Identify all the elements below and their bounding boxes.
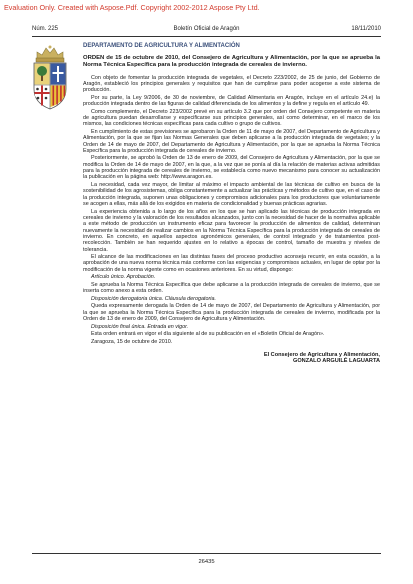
issue-date: 18/11/2010 [351,26,381,32]
bulletin-name: Boletín Oficial de Aragón [173,26,240,32]
evaluation-watermark: Evaluation Only. Created with Aspose.Pdf. Copyright 2002-2012 Aspose Pty Ltd. [4,3,260,12]
article-text: Se aprueba la Norma Técnica Específica que debe aplicarse a la producción integrada de cereales de invierno, que se inserta como anexo a esta orden. [83,281,380,295]
paragraph: Con objeto de fomentar la producción integrada de vegetales, el Decreto 223/2002, de 25 de junio, del Gobierno de Aragón, estableció los principios generales y requisitos que han de cumplirse para poder acogerse a este sistema de producción. [83,74,380,94]
tree-quarter-icon [35,64,50,85]
paragraph: Por su parte, la Ley 9/2006, de 30 de noviembre, de Calidad Alimentaria en Aragón, incluye en el artículo 24.e) la producción integrada dentro de las figuras de calidad diferenciada de los alimentos y la define y regula en el artículo 49. [83,94,380,108]
signature-block [83,352,380,365]
four-moors-quarter-icon [35,86,50,108]
order-content [83,43,380,365]
derogatory-text: Queda expresamente derogada la Orden de 14 de mayo de 2007, del Departamento de Agricultura y Alimentación, por la que se aprueba la Norma Técnica Específica para la producción integrada de cereales de invierno, modificada por la Orden de 13 de enero de 2009, del Consejero de Agricultura y Alimentación. [83,303,380,322]
article-heading: Artículo único. Aprobación. [91,274,156,281]
cross-quarter-icon [51,64,66,85]
signatory-name: GONZALO ARGUILÉ LAGUARTA [292,358,380,365]
final-provision-text: Esta orden entrará en vigor el día siguiente al de su publicación en el «Boletín Oficial de Aragón». [91,331,325,338]
paragraph: La experiencia obtenida a lo largo de los años en los que se han aplicado las técnicas de producción integrada en cereales de invierno y la valoración de los resultados alcanzados, junto con la necesidad de hacer de la normativa aplicable a este método de producción un instrumento eficaz para favorecer la producción de alimentos de calidad, determinan nuevamente la necesidad de realizar cambios en la Norma Técnica Específica para la producción integrada de cereales de invierno. En concreto, en aquellos aspectos agronómicos generales, de control integrado y de tratamientos post-recolección. También se han requerido ajustes en lo relativo a épocas de control, tamaño de muestra y niveles de tolerancia. [83,208,380,253]
page-number: 26435 [198,559,215,565]
issue-number: Núm. 225 [32,26,59,32]
signatory-role: El Consejero de Agricultura y Alimentación, [263,351,380,358]
paragraph: La necesidad, cada vez mayor, de limitar al máximo el impacto ambiental de las técnicas de cultivo en busca de la sostenibilidad de los agrosistemas, obliga constantemente a actualizar las prácticas y métodos de cultivo que, en el caso de la producción integrada, suponen unas obligaciones y compromisos adicionales para los productores que voluntariamente se acogen a ellas, más allá de los exigidos en materia de condicionalidad y buenas prácticas agrarias. [83,181,380,207]
aragon-coat-of-arms-icon [29,43,71,113]
department-heading: DEPARTAMENTO DE AGRICULTURA Y ALIMENTACIÓN [83,43,240,49]
derogatory-heading: Disposición derogatoria única. Cláusula derogatoria. [91,295,216,302]
place-and-date: Zaragoza, 15 de octubre de 2010. [91,338,173,345]
header-divider [32,36,381,37]
paragraph: Posteriormente, se aprobó la Orden de 13 de enero de 2009, del Consejero de Agricultura y Alimentación, por la que se modifica la Orden de 14 de mayo de 2007, en la que, a la vez que se ponía al día la relación de materias activas admitidas para la producción integrada de cereales de invierno, se establecía como nuevo mecanismo para conocer su actualización la publicación en la página web: http://www.aragon.es. [83,155,380,181]
bulletin-header [32,26,381,32]
final-provision-heading: Disposición final única. Entrada en vigor. [91,323,189,330]
paragraph: En cumplimiento de estas previsiones se aprobaron la Orden de 11 de mayo de 2007, del Departamento de Agricultura y Alimentación, por la que se fijan las Normas Generales que deben aplicarse a la producción integrada de vegetales; y la Orden de 14 de mayo de 2007, del Departamento de Agricultura y Alimentación, por la que se aprueba la Norma Técnica Específica para la producción integrada de cereales de invierno. [83,128,380,154]
order-title: ORDEN de 15 de octubre de 2010, del Consejero de Agricultura y Alimentación, por la que se aprueba la Norma Técnica Específica para la producción integrada de cereales de invierno. [83,55,380,68]
paragraph: El alcance de las modificaciones en las distintas fases del proceso productivo aconseja recurrir, en esta ocasión, a la aprobación de una nueva norma técnica más conforme con las exigencias y compromisos actuales, en lugar de optar por la modificación de la norma vigente como en ocasiones anteriores. En su virtud, dispongo: [83,254,380,273]
paragraph: Como complemento, el Decreto 223/2002 prevé en su artículo 3.2 que por orden del Consejero competente en materia de agricultura puedan desarrollarse y especificarse sus principios generales, así como determinar, en el marco de los mismos, las condiciones técnicas específicas para cada cultivo o grupo de cultivos. [83,108,380,128]
crown-icon [36,46,64,63]
footer-divider [32,553,381,554]
